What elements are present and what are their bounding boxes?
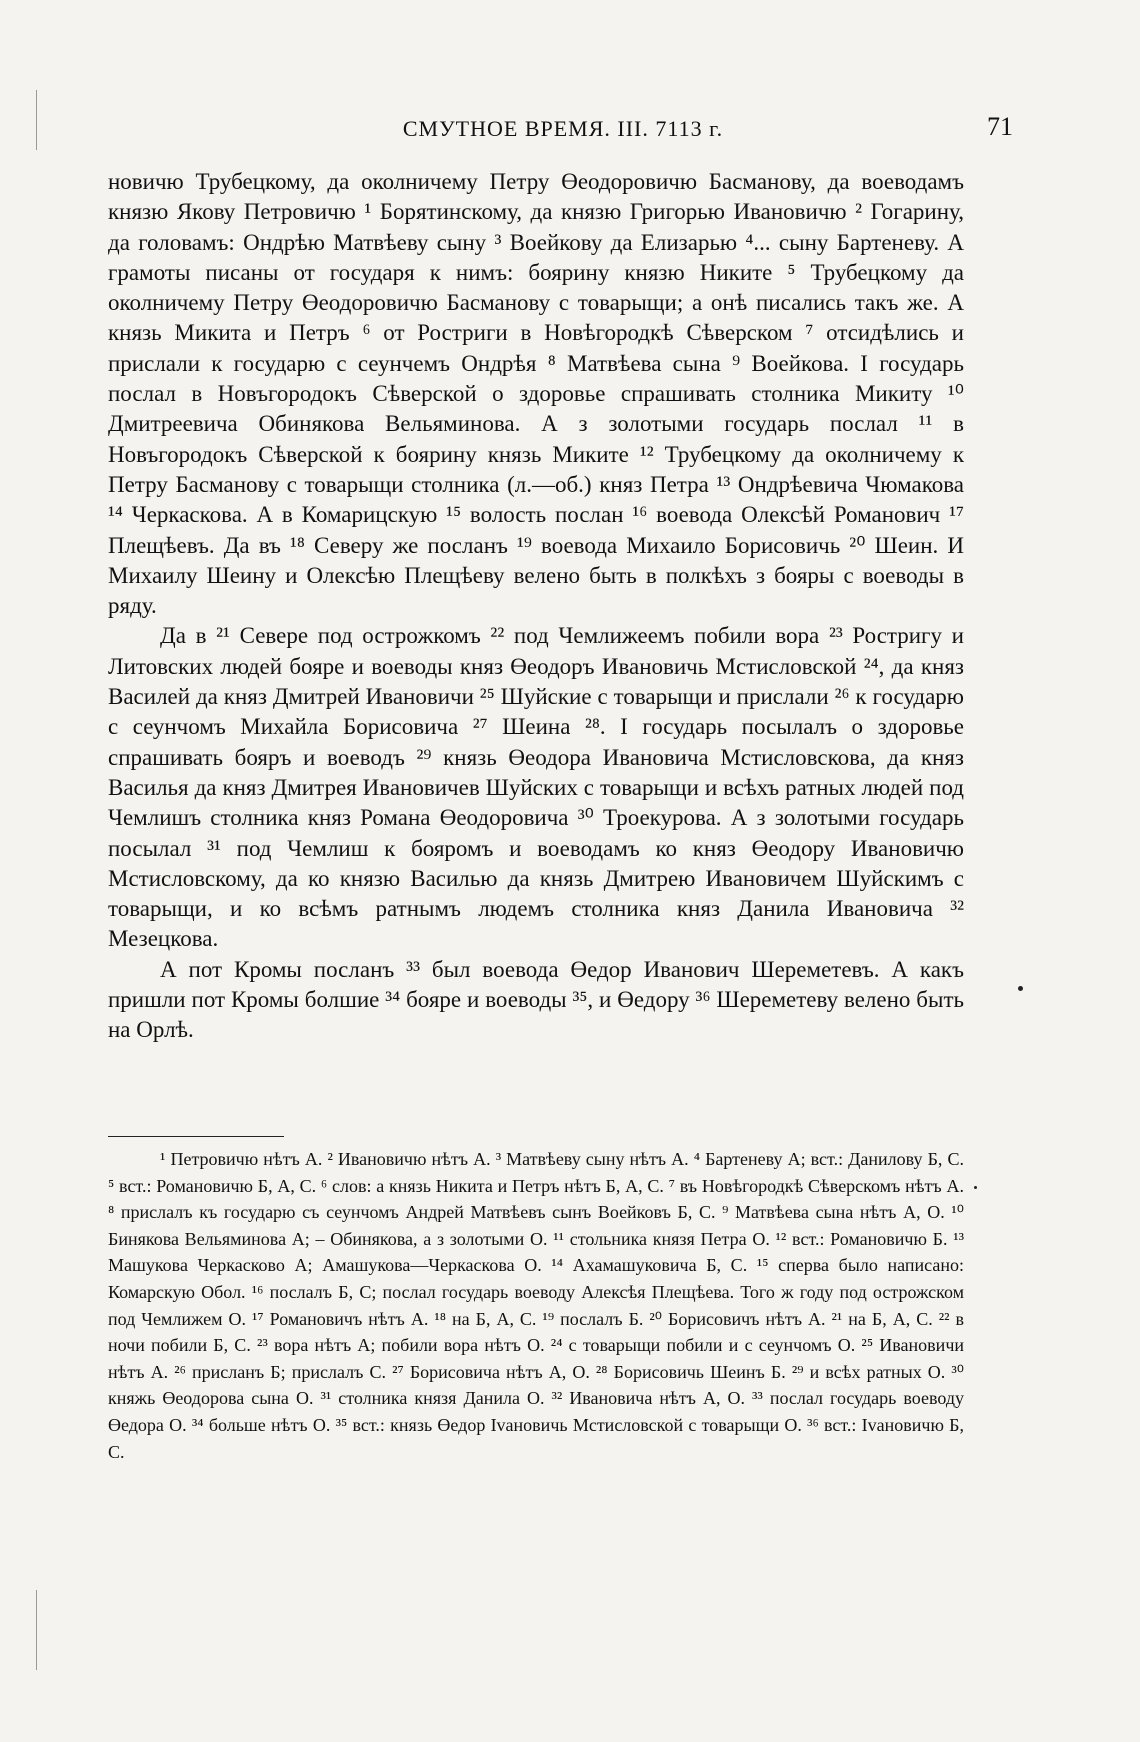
running-head: СМУТНОЕ ВРЕМЯ. III. 7113 г. [402, 116, 724, 141]
footnote-separator [108, 1136, 284, 1137]
paragraph: новичю Трубецкому, да околничему Петру Өеодоровичю Басманову, да воеводамъ князю Якову Петровичю ¹ Борятинскому, да князю Григорью Ивановичю ² Гогарину, да головамъ: Ондрѣю Матвѣеву сыну ³ Воейкову да Елизарью ⁴... сыну Бартеневу. А грамоты писаны от государя к нимъ: боярину князю Никите ⁵ Трубецкому да околничему Петру Өеодоровичю Басманову с товарыщи; а онѣ писались такъ же. А князь Микита и Петръ ⁶ от Ростриги в Новѣгородкѣ Сѣверском ⁷ отсидѣлись и прислали к государю с сеунчемъ Ондрѣя ⁸ Матвѣева сына ⁹ Воейкова. I государь послал в Новъгородокъ Сѣверской о здоровье спрашивать столника Микиту ¹⁰ Дмитреевича Обинякова Вельяминова. А з золотыми государь послал ¹¹ в Новъгородокъ Сѣверской к боярину князь Миките ¹² Трубецкому да околничему к Петру Басманову с товарыщи столника (л.—об.) княз Петра ¹³ Ондрѣевича Чюмакова ¹⁴ Черкаскова. А в Комарицскую ¹⁵ волость послан ¹⁶ воевода Олексѣй Романович ¹⁷ Плещѣевъ. Да въ ¹⁸ Северу же посланъ ¹⁹ воевода Михаило Борисовичь ²⁰ Шеин. И Михаилу Шеину и Олексѣю Плещѣеву велено быть в полкѣхъ з бояры с воеводы в ряду. [108, 169, 964, 619]
footnotes [108, 1146, 964, 1465]
page-header [108, 112, 1018, 146]
paragraph: Да в ²¹ Севере под острожкомъ ²² под Чемлижеемъ побили вора ²³ Ростригу и Литовских людей бояре и воеводы княз Өеодоръ Ивановичь Мстисловской ²⁴, да княз Василей да княз Дмитрей Ивановичи ²⁵ Шуйские с товарыщи и прислали ²⁶ к государю с сеунчомъ Михайла Борисовича ²⁷ Шеина ²⁸. I государь посылалъ о здоровье спрашивать бояръ и воеводъ ²⁹ князь Өеодора Ивановича Мстисловскова, да княз Василья да княз Дмитрея Ивановичев Шуйских с товарыщи и всѣхъ ратных людей под Чемлишъ столника княз Романа Өеодоровича ³⁰ Троекурова. А з золотыми государь посылал ³¹ под Чемлиш к бояромъ и воеводамъ ко княз Өеодору Ивановичю Мстисловскому, да ко князю Василью да князь Дмитрею Ивановичем Шуйскимъ с товарыщи, и ко всѣмъ ратнымъ людемъ столника княз Данила Ивановича ³² Мезецкова. [108, 623, 964, 952]
main-text [108, 167, 964, 1046]
scan-speck [974, 1186, 977, 1189]
scan-margin-line [36, 90, 37, 150]
scan-speck [1018, 986, 1023, 991]
footnote-text: ¹ Петровичю нѣтъ А. ² Ивановичю нѣтъ А. ³ Матвѣеву сыну нѣтъ А. ⁴ Бартеневу А; вст.: Данилову Б, С. ⁵ вст.: Романовичю Б, А, С. ⁶ слов: а князь Никита и Петръ нѣтъ Б, А, С. ⁷ въ Новѣгородкѣ Сѣверскомъ нѣтъ А. ⁸ прислалъ къ государю съ сеунчомъ Андрей Матвѣевъ сынъ Воейковъ Б, С. ⁹ Матвѣева сына нѣтъ А, О. ¹⁰ Бинякова Вельяминова А; – Обинякова, а з золотыми О. ¹¹ стольника князя Петра О. ¹² вст.: Романовичю Б. ¹³ Машукова Черкасково А; Амашукова—Черкаскова О. ¹⁴ Ахамашуковича Б, С. ¹⁵ сперва было написано: Комарскую Обол. ¹⁶ послалъ Б, С; послал государь воеводу Алексѣя Плещѣева. Того ж году под острожском под Чемлижем О. ¹⁷ Романовичъ нѣтъ А. ¹⁸ на Б, А, С. ¹⁹ послалъ Б. ²⁰ Борисовичъ нѣтъ А. ²¹ на Б, А, С. ²² в ночи побили Б, С. ²³ вора нѣтъ А; побили вора нѣтъ О. ²⁴ с товарыщи побили и с сеунчомъ О. ²⁵ Ивановичи нѣтъ А. ²⁶ присланъ Б; прислалъ С. ²⁷ Борисовича нѣтъ А, О. ²⁸ Борисовичь Шеинъ Б. ²⁹ и всѣх ратных О. ³⁰ княжь Өеодорова сына О. ³¹ столника князя Данила О. ³² Ивановича нѣтъ А, О. ³³ послал государь воеводу Өедора О. ³⁴ больше нѣтъ О. ³⁵ вст.: князь Өедор Іvановичь Мстисловской с товарыщи О. ³⁶ вст.: Іvановичю Б, С. [108, 1149, 964, 1462]
scan-margin-line [36, 1590, 37, 1670]
page-number: 71 [987, 112, 1013, 141]
paragraph: А пот Кромы посланъ ³³ был воевода Өедор Иванович Шереметевъ. А какъ пришли пот Кромы болшие ³⁴ бояре и воеводы ³⁵, и Өедору ³⁶ Шереметеву велено быть на Орлѣ. [108, 956, 964, 1043]
